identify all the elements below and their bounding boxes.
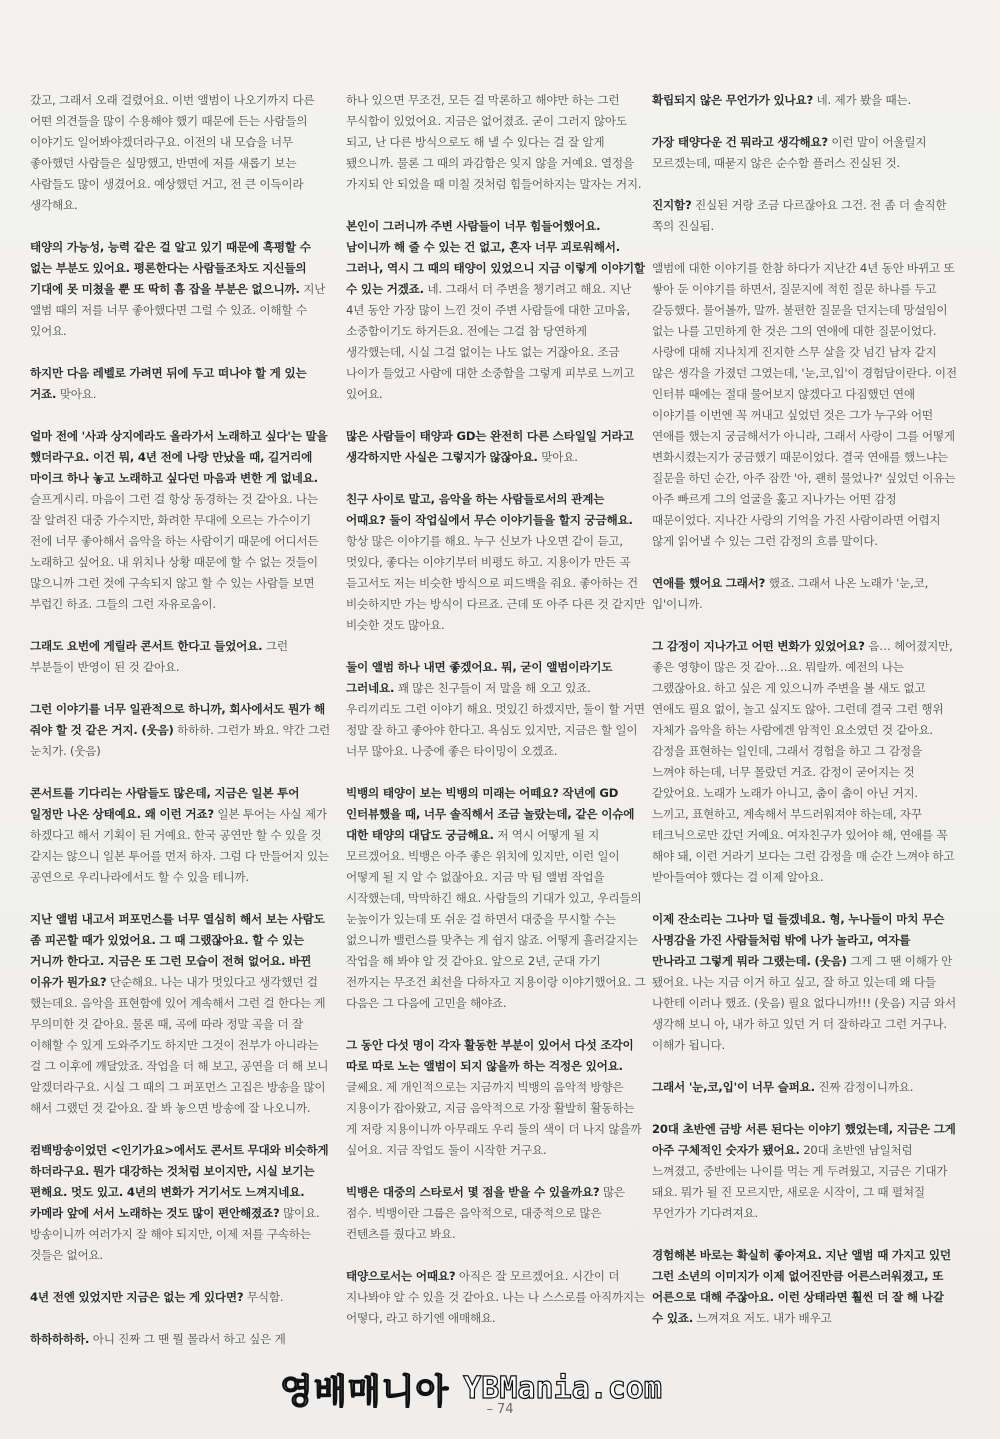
interview-answer: 맞아요. [56, 387, 97, 401]
interview-answer: 네. 제가 봤을 때는. [813, 93, 911, 107]
interview-answer: 진짜 감정이니까요. [814, 1080, 914, 1094]
interview-answer: 글쎄요. 제 개인적으로는 지금까지 빅뱅의 음악적 방향은 지용이가 잡아왔고, 지금 음악적으로 가장 활발히 활동하는 게 저랑 지용이니까 아무래도 우리 둘의 색이 더 나지 않을까 싶어요. 지금 작업도 둘이 시작한 거구요. [346, 1080, 642, 1157]
interview-paragraph [652, 636, 957, 888]
interview-question: 진지함? [652, 198, 692, 212]
text-column-3 [652, 90, 957, 1350]
interview-answer: 이런 말이 어울릴지 모르겠는데, 때묻지 않은 순수함 플러스 진실된 것. [652, 135, 927, 170]
interview-question: 얼마 전에 '사과 상지에라도 올라가서 노래하고 싶다'는 말을 했더라구요. 이건 뭐, 4년 전에 나랑 만났을 때, 길거리에 마이크 하나 놓고 노래하고 싶다던 마음과 변한 게 없네요. [30, 429, 328, 485]
interview-paragraph [30, 363, 330, 405]
interview-answer: 하나 있으면 무조건, 모든 걸 막론하고 해야만 하는 그런 무식함이 있었어요. 지금은 없어졌죠. 굳이 그러지 않아도 되고, 난 다른 방식으로도 해 낼 수 있다는 걸 잘 알게 됐으니까. 물론 그 때의 과감함은 잊지 않을 거예요. 열정을 가지되 안 되었을 때 미칠 것처럼 힘들어하지는 말자는 거지. [346, 93, 642, 191]
interview-question: 경험해본 바로는 확실히 좋아져요. 지난 앨범 때 가지고 있던 그런 소년의 이미지가 이제 없어진만큼 어른스러워졌고, 또 어른으로 대해 주잖아요. 이런 상태라면 훨씬 더 잘 해 나갈 수 있죠. [652, 1248, 951, 1325]
interview-answer: 네. 그래서 더 주변을 챙기려고 해요. 지난 4년 동안 가장 많이 느낀 것이 주변 사람들에 대한 고마움, 소중함이기도 하거든요. 전에는 그걸 참 당연하게 생각했는데, 시실 그걸 없이는 나도 없는 거잖아요. 조금 나이가 들었고 사람에 대한 소중함을 그렇게 피부로 느끼고 있어요. [346, 282, 635, 401]
interview-question: 태양으로서는 어때요? [346, 1269, 456, 1283]
interview-paragraph [346, 1182, 646, 1245]
text-column-1 [30, 90, 330, 1371]
interview-paragraph [30, 90, 330, 216]
page-number [460, 1402, 540, 1417]
interview-question: 빅뱅의 태양이 보는 빅뱅의 미래는 어떼요? 작년에 GD 인터뷰했을 때, 너무 솔직해서 조금 놀랐는데, 같은 이슈에 대한 태양의 대답도 궁금해요. [346, 786, 635, 842]
interview-paragraph [346, 90, 646, 195]
interview-paragraph [30, 426, 330, 615]
interview-answer: 일본 투어는 사실 제가 하겠다고 해서 기획이 된 거예요. 한국 공연만 할 수 있을 것 같지는 않으니 일본 투어를 먼저 하자. 그럼 다 만들어지 있는 공연으로 우리나라에서도 할 수 있을 테니까. [30, 807, 329, 884]
interview-question: 하하하하하. [30, 1332, 90, 1346]
interview-question: 그런 이야기를 너무 일관적으로 하니까, 회사에서도 뭔가 해 줘야 할 것 같은 거지. (웃음) [30, 702, 326, 737]
interview-answer: 20대 초반엔 남일처럼 느껴졌고, 중반에는 나이를 먹는 게 두려웠고, 지금은 기대가 돼요. 뭐가 될 진 모르지만, 새로운 시작이, 그 때 펼쳐질 무언가가 기다려져요. [652, 1143, 948, 1220]
interview-answer: 저 역시 어떻게 될 지 모르겠어요. 빅뱅은 아주 좋은 위치에 있지만, 이런 일이 어떻게 될 지 알 수 없잖아요. 지금 막 팀 앨범 작업을 시작했는데, 막막하긴 해요. 사람들의 기대가 있고, 우리들의 눈높이가 있는데 또 쉬운 걸 하면서 대중을 무시할 수는 없으니까 밸런스를 맞추는 게 쉽지 않죠. 어떻게 흘러갈지는 작업을 해 봐야 알 것 같아요. 앞으로 2년, 군대 가기 전까지는 무조건 최선을 다하자고 지용이랑 이야기했어요. 그 다음은 그 다음에 고민을 해야죠. [346, 828, 646, 1010]
interview-answer: 많이요. 방송이니까 여러가지 잘 해야 되지만, 이제 저를 구속하는 것들은 없어요. [30, 1206, 320, 1262]
interview-question: 콘서트를 기다리는 사람들도 많은데, 지금은 일본 투어 일정만 나온 상태예요. 왜 이런 거죠? [30, 786, 300, 821]
interview-question: 연애를 했어요 그래서? [652, 576, 766, 590]
interview-question: 하지만 다음 레벨로 가려면 뒤에 두고 떠나야 할 게 있는 거죠. [30, 366, 307, 401]
interview-paragraph [30, 1287, 330, 1308]
interview-answer: 무식함. [243, 1290, 284, 1304]
narration-text: 앨범에 대한 이야기를 한참 하다가 지난간 4년 동안 바뀌고 또 쌓아 둔 이야기를 하면서, 질문지에 적힌 질문 하나를 두고 갈등했다. 물어볼까, 말까. 불편한 질문을 던지는데 망설임이 없는 나를 고민하게 한 것은 그의 연애에 대한 질문이었다. 사랑에 대해 지나치게 진지한 스무 살을 갓 넘긴 남자 같지 않은 생각을 가졌던 그였는데, '눈,코,입'이 경험담이란다. 이전 인터뷰 때에는 절대 물어보지 않겠다고 다짐했던 연애 이야기를 이번엔 꼭 꺼내고 싶었던 것은 그가 누구와 어떤 연애를 했는지 궁금해서가 아니라, 그래서 사랑이 그를 어떻게 변화시켰는지가 궁금했기 때문이었다. 결국 연애를 했느냐는 질문을 하던 순간, 아주 잠깐 '아, 괜히 물었나?' 싶었던 이유는 아주 빠르게 그의 얼굴을 훑고 지나가는 어떤 감정 때문이었다. 지나간 사랑의 기억을 가진 사람이라면 어렵지 않게 읽어낼 수 있는 그런 감정의 흐름 말이다. [652, 261, 957, 548]
interview-paragraph [652, 258, 957, 552]
interview-question: 4년 전엔 있었지만 지금은 없는 게 있다면? [30, 1290, 244, 1304]
interview-paragraph [30, 909, 330, 1119]
interview-answer: 했죠. 그래서 나온 노래가 '눈,코,입'이니까. [652, 576, 929, 611]
interview-question: 태양의 가능성, 능력 같은 걸 알고 있기 때문에 흑평할 수 없는 부분도 있어요. 평론한다는 사람들조차도 지신들의 기대에 못 미쳤을 뿐 또 딱히 흠 잡을 부분은 없으니까. [30, 240, 311, 296]
interview-question: 친구 사이로 말고, 음악을 하는 사람들로서의 관계는 어때요? 둘이 작업실에서 무슨 이야기들을 할지 궁금해요. [346, 492, 633, 527]
interview-question: 그래서 '눈,코,입'이 너무 슬퍼요. [652, 1080, 815, 1094]
interview-answer: 느껴져요 저도. 내가 배우고 [693, 1311, 832, 1325]
interview-question: 이제 잔소리는 그나마 덜 들겠네요. 형, 누나들이 마치 무슨 사명감을 가진 사람들처럼 밖에 나가 놀라고, 여자를 만나라고 그렇게 뭐라 그랬는데. (웃음) [652, 912, 945, 968]
interview-answer: 그런 부분들이 반영이 된 것 같아요. [30, 639, 288, 674]
interview-paragraph [346, 657, 646, 762]
interview-paragraph [652, 195, 957, 237]
interview-question: 그 동안 다섯 명이 각자 활동한 부분이 있어서 다섯 조각이 따로 따로 노는 앨범이 되지 않을까 하는 걱정은 있어요. [346, 1038, 634, 1073]
interview-paragraph [30, 699, 330, 762]
interview-paragraph [30, 1329, 330, 1350]
interview-answer: 진실된 거랑 조금 다르잖아요 그건. 전 좀 더 솔직한 쪽의 진실됨. [652, 198, 947, 233]
interview-paragraph [30, 1140, 330, 1266]
interview-question: 본인이 그러니까 주변 사람들이 너무 힘들어했어요. 남이니까 해 줄 수 있는 건 없고, 혼자 너무 괴로워해서. 그러나, 역시 그 때의 태양이 있었으니 지금 이렇게 이야기할 수 있는 거겠죠. [346, 219, 645, 296]
interview-question: 빅뱅은 대중의 스타로서 몇 점을 받을 수 있을까요? [346, 1185, 600, 1199]
interview-answer: 슬프게시리. 마음이 그런 걸 항상 동경하는 것 같아요. 나는 잘 알려진 대중 가수지만, 화려한 무대에 오르는 가수이기 전에 너무 좋아해서 음악을 하는 사람이기 때문에 어디서든 노래하고 싶어요. 내 위치나 상황 때문에 할 수 없는 것들이 많으니까 그런 것에 구속되지 않고 할 수 있는 사람들 보면 부럽긴 하죠. 그들의 그런 자유로움이. [30, 492, 319, 611]
interview-paragraph [346, 426, 646, 468]
interview-paragraph [652, 1245, 957, 1329]
interview-answer: 많은 점수. 빅뱅이란 그룹은 음악적으로, 대중적으로 많은 컨텐츠를 줬다고 봐요. [346, 1185, 625, 1241]
interview-question: 많은 사람들이 태양과 GD는 완전히 다른 스타일일 거라고 생각하지만 사실은 그렇지가 않잖아요. [346, 429, 634, 464]
interview-paragraph [30, 237, 330, 342]
interview-paragraph [652, 573, 957, 615]
watermark-latin: YBMania.com [463, 1370, 662, 1406]
interview-paragraph [652, 90, 957, 111]
interview-question: 컴백방송이었던 <인기가요>에서도 콘서트 무대와 비슷하게 하더라구요. 뭔가 대강하는 것처럼 보이지만, 시실 보기는 편해요. 멋도 있고. 4년의 변화가 거기서도 느껴지네요. 카메라 앞에 서서 노래하는 것도 많이 편안해졌죠? [30, 1143, 329, 1220]
interview-question: 20대 초반엔 금방 서른 된다는 이야기 했었는데, 지금은 그게 아주 구체적인 숫자가 됐어요. [652, 1122, 956, 1157]
interview-paragraph [346, 1035, 646, 1161]
interview-paragraph [652, 909, 957, 1056]
interview-answer: 하하하. 그런가 봐요. 약간 그런 눈치가. (웃음) [30, 723, 330, 758]
interview-answer: 음… 헤어졌지만, 좋은 영향이 많은 것 같아…요. 뭐랄까. 예전의 나는 그랬잖아요. 하고 싶은 게 있으니까 주변을 볼 새도 없고 연애도 필요 없이, 놀고 싶지도 않아. 그런데 결국 그런 행위 자체가 음악을 하는 사람에겐 암적인 요소였던 것 같아요. 감정을 표현하는 일인데, 그래서 경험을 하고 그 감정을 느껴야 하는데, 너무 몰랐던 거죠. 감정이 굳어지는 것 같았어요. 노래가 노래가 아니고, 춤이 춤이 아닌 거지. 느끼고, 표현하고, 계속해서 부드러워져야 하는데, 자꾸 테크닉으로만 갔던 거예요. 여자친구가 있어야 해, 연애를 꼭 해야 돼, 이런 거라기 보다는 그런 감정을 매 순간 느껴야 하고 받아들여야 했다는 걸 이제 알아요. [652, 639, 955, 884]
interview-answer: 아니 진짜 그 땐 뭘 몰라서 하고 싶은 게 [89, 1332, 286, 1346]
interview-question: 그래도 요번에 게릴라 콘서트 한다고 들었어요. [30, 639, 263, 653]
interview-paragraph [652, 1077, 957, 1098]
interview-paragraph [346, 1266, 646, 1329]
interview-answer: 단순해요. 나는 내가 멋있다고 생각했던 걸 했는데요. 음악을 표현함에 있어 계속해서 그런 걸 한다는 게 무의미한 것 같아요. 물론 때, 곡에 따라 정말 곡을 더 잘 이해할 수 있게 도와주기도 하지만 그것이 전부가 아니라는 걸 그 이후에 깨달았죠. 작업을 더 해 보고, 공연을 더 해 보니 알겠더라구요. 시실 그 때의 그 퍼포먼스 고집은 방송을 많이 해서 그랬던 것 같아요. 잘 봐 놓으면 방송에 잘 나오니까. [30, 975, 329, 1115]
interview-paragraph [652, 132, 957, 174]
interview-paragraph [346, 783, 646, 1014]
interview-question: 확립되지 않은 무언가가 있나요? [652, 93, 814, 107]
interview-paragraph [346, 216, 646, 405]
interview-paragraph [346, 489, 646, 636]
interview-answer: 갔고, 그래서 오래 걸렸어요. 이번 앨범이 나오기까지 다른 어떤 의견들을 많이 수용해야 했기 때문에 든는 사람들의 이야기도 일어봐야겠더라구요. 이전의 내 모습을 너무 좋아했던 사람들은 실망했고, 반면에 저를 새롭기 보는 사람들도 많이 생겼어요. 예상했던 거고, 전 큰 이득이라 생각해요. [30, 93, 315, 212]
folio-dash: – [486, 1402, 493, 1417]
interview-paragraph [30, 636, 330, 678]
interview-answer: 맞아요. [537, 450, 578, 464]
interview-paragraph [30, 783, 330, 888]
interview-question: 지난 앨범 내고서 퍼포먼스를 너무 열심히 해서 보는 사람도 좀 피곤할 때가 있었어요. 그 때 그랬잖아요. 할 수 있는 거니까 한다고. 지금은 또 그런 모습이 전혀 없어요. 바뀐 이유가 뭔가요? [30, 912, 325, 989]
interview-paragraph [652, 1119, 957, 1224]
watermark-korean: 영배매니아 [280, 1371, 450, 1412]
interview-answer: 꽤 많은 친구들이 저 말을 해 오고 있죠. 우리끼리도 그런 이야기 해요. 멋있긴 하겠지만, 둘이 할 거면 정말 잘 하고 좋아야 한다고. 욕심도 있지만, 지금은 할 일이 너무 많아요. 나중에 좋은 타이밍이 오겠죠. [346, 681, 645, 758]
interview-question: 가장 태양다운 건 뭐라고 생각해요? [652, 135, 828, 149]
interview-question: 그 감정이 지나가고 어떤 변화가 있었어요? [652, 639, 865, 653]
interview-answer: 아직은 잘 모르겠어요. 시간이 더 지나봐야 알 수 있을 것 같아요. 나는 나 스스로를 아직까지는 어떻다, 라고 하기엔 애매해요. [346, 1269, 645, 1325]
interview-question: 둘이 앨범 하나 내면 좋겠어요. 뭐, 굳이 앨범이라기도 그러네요. [346, 660, 613, 695]
text-column-2 [346, 90, 646, 1350]
folio-number: 74 [496, 1402, 514, 1417]
interview-answer: 항상 많은 이야기를 해요. 누구 신보가 나오면 같이 듣고, 멋있다, 좋다는 이야기부터 비평도 하고. 지용이가 만든 곡 듣고서도 저는 비슷한 방식으로 피드백을 줘요. 좋아하는 건 비슷하지만 가는 방식이 다르죠. 근데 또 아주 다른 것 같지만 비슷한 것도 많아요. [346, 534, 645, 632]
interview-answer: 지난 앨범 때의 저를 너무 좋아했다면 그럴 수 있죠. 이해할 수 있어요. [30, 282, 326, 338]
interview-answer: 그게 그 땐 이해가 안 됐어요. 나는 지금 이거 하고 싶고, 잘 하고 있는데 왜 다들 나한테 이러나 했죠. (웃음) 필요 없다니까!!! (웃음) 지금 와서 생각해 보니 아, 내가 하고 있던 거 더 잘하라고 그런 거구나. 이해가 됩니다. [652, 954, 956, 1052]
